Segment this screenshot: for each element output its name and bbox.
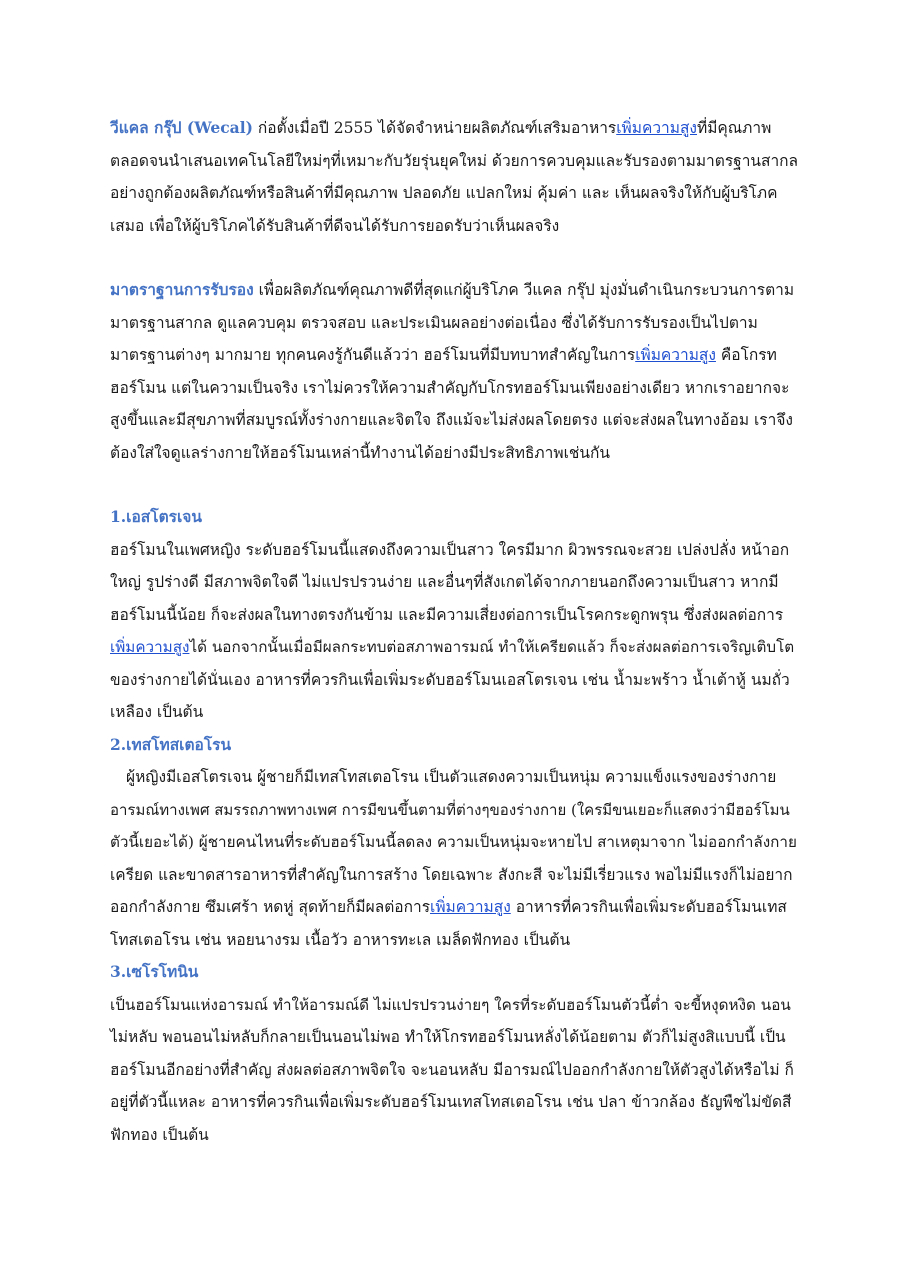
standards-text: เพื่อผลิตภัณฑ์คุณภาพดีที่สุดแก่ผู้บริโภค วีแคล กรุ๊ป มุ่งมั่นดำเนินกระบวนการตาม xyxy=(253,281,795,299)
intro-text: ก่อตั้งเมื่อปี 2555 ได้จัดจำหน่ายผลิตภัณฑ์เสริมอาหาร xyxy=(252,119,617,137)
standards-heading: มาตราฐานการรับรอง xyxy=(110,280,254,299)
serotonin-line-3: ฮอร์โมนอีกอย่างที่สำคัญ ส่งผลต่อสภาพจิตใจ จะนอนหลับ มีอารมณ์ไปออกกำลังกายให้ตัวสูงได้หรือไม่ ก็ xyxy=(110,1060,794,1079)
height-link[interactable]: เพิ่มความสูง xyxy=(110,638,190,656)
intro-line-1 xyxy=(110,112,800,145)
estrogen-line-1: ฮอร์โมนในเพศหญิง ระดับฮอร์โมนนี้แสดงถึงความเป็นสาว ใครมีมาก ผิวพรรณจะสวย เปล่งปลั่ง หน้าอก xyxy=(110,540,790,559)
serotonin-line-1: เป็นฮอร์โมนแห่งอารมณ์ ทำให้อารมณ์ดี ไม่แปรปรวนง่ายๆ ใครที่ระดับฮอร์โมนตัวนี้ต่ำ จะขี้หงุดหงิด นอน xyxy=(110,995,791,1014)
height-link[interactable]: เพิ่มความสูง xyxy=(430,898,511,916)
standards-line-3 xyxy=(110,339,800,372)
estrogen-heading: 1.เอสโตรเจน xyxy=(110,507,202,526)
estrogen-text: ได้ นอกจากนั้นเมื่อมีผลกระทบต่อสภาพอารมณ์ ทำให้เครียดแล้ว ก็จะส่งผลต่อการเจริญเติบโต xyxy=(189,638,795,656)
testosterone-line-6: โทสเตอโรน เช่น หอยนางรม เนื้อวัว อาหารทะเล เมล็ดฟักทอง เป็นต้น xyxy=(110,930,571,949)
estrogen-line-3: ฮอร์โมนนี้น้อย ก็จะส่งผลในทางตรงกันข้าม และมีความเสี่ยงต่อการเป็นโรคกระดูกพรุน ซึ่งส่งผลต่อการ xyxy=(110,605,784,624)
standards-text: มาตรฐานต่างๆ มากมาย ทุกคนคงรู้กันดีแล้วว่า ฮอร์โมนที่มีบทบาทสำคัญในการ xyxy=(110,346,636,364)
testosterone-text: ออกกำลังกาย ซึมเศร้า หดหู่ สุดท้ายก็มีผลต่อการ xyxy=(110,898,431,916)
intro-text: ที่มีคุณภาพ xyxy=(697,119,772,137)
testosterone-line-1: ผู้หญิงมีเอสโตรเจน ผู้ชายก็มีเทสโทสเตอโรน เป็นตัวแสดงความเป็นหนุ่ม ความแข็งแรงของร่างกาย xyxy=(126,768,777,786)
intro-line-3: อย่างถูกต้องผลิตภัณฑ์หรือสินค้าที่มีคุณภาพ ปลอดภัย แปลกใหม่ คุ้มค่า และ เห็นผลจริงให้กับผู้บริโภค xyxy=(110,184,778,202)
spacer xyxy=(110,242,800,274)
intro-line-4: เสมอ เพื่อให้ผู้บริโภคได้รับสินค้าที่ดีจนได้รับการยอดรับว่าเห็นผลจริง xyxy=(110,216,560,235)
document-page xyxy=(110,112,800,1151)
serotonin-line-4: อยู่ที่ตัวนี้แหละ อาหารที่ควรกินเพื่อเพิ่มระดับฮอร์โมนเทสโทสเตอโรน เช่น ปลา ข้าวกล้อง ธัญพืชไม่ขัดสี xyxy=(110,1093,792,1111)
testosterone-line-4: เครียด และขาดสารอาหารที่สำคัญในการสร้าง โดยเฉพาะ สังกะสี จะไม่มีเรี่ยวแรง พอไม่มีแรงก็ไม่อยาก xyxy=(110,865,793,884)
standards-line-6: ต้องใส่ใจดูแลร่างกายให้ฮอร์โมนเหล่านี้ทำงานได้อย่างมีประสิทธิภาพเช่นกัน xyxy=(110,443,610,462)
intro-paragraph xyxy=(110,112,800,242)
intro-line-2: ตลอดจนนำเสนอเทคโนโลยีใหม่ๆที่เหมาะกับวัยรุ่นยุคใหม่ ด้วยการควบคุมและรับรองตามมาตรฐานสากล xyxy=(110,151,799,170)
standards-text: คือโกรท xyxy=(715,346,777,364)
estrogen-line-5: ของร่างกายได้นั่นเอง อาหารที่ควรกินเพื่อเพิ่มระดับฮอร์โมนเอสโตรเจน เช่น น้ำมะพร้าว น้ำเต้าหู้ นมถั่ว xyxy=(110,670,790,689)
serotonin-heading: 3.เซโรโทนิน xyxy=(110,962,199,981)
estrogen-line-2: ใหญ่ รูปร่างดี มีสภาพจิตใจดี ไม่แปรปรวนง่าย และอื่นๆที่สังเกตได้จากภายนอกถึงความเป็นสาว หากมี xyxy=(110,573,779,591)
estrogen-line-6: เหลือง เป็นต้น xyxy=(110,703,204,721)
serotonin-line-2: ไม่หลับ พอนอนไม่หลับก็กลายเป็นนอนไม่พอ ทำให้โกรทฮอร์โมนหลั่งได้น้อยตาม ตัวก็ไม่สูงสิแบบนี้ เป็น xyxy=(110,1028,786,1046)
testosterone-line-5 xyxy=(110,891,800,924)
brand-name: วีแคล กรุ๊ป (Wecal) xyxy=(110,118,253,137)
standards-line-2: มาตรฐานสากล ดูแลควบคุม ตรวจสอบ และประเมินผลอย่างต่อเนื่อง ซึ่งได้รับการรับรองเป็นไปตาม xyxy=(110,313,758,332)
spacer xyxy=(110,469,800,501)
serotonin-paragraph xyxy=(110,989,800,1152)
testosterone-paragraph xyxy=(110,761,800,956)
standards-line-1 xyxy=(110,274,800,307)
estrogen-line-4 xyxy=(110,631,800,664)
testosterone-heading: 2.เทสโทสเตอโรน xyxy=(110,734,232,754)
standards-line-5: สูงขึ้นและมีสุขภาพที่สมบูรณ์ทั้งร่างกายและจิตใจ ถึงแม้จะไม่ส่งผลโดยตรง แต่จะส่งผลในทางอ้อม เราจึง xyxy=(110,411,793,429)
standards-paragraph xyxy=(110,274,800,469)
standards-line-4: ฮอร์โมน แต่ในความเป็นจริง เราไม่ควรให้ความสำคัญกับโกรทฮอร์โมนเพียงอย่างเดียว หากเราอยากจะ xyxy=(110,378,790,397)
height-link[interactable]: เพิ่มความสูง xyxy=(616,119,697,137)
testosterone-line-3: ตัวนี้เยอะได้) ผู้ชายคนไหนที่ระดับฮอร์โมนนี้ลดลง ความเป็นหนุ่มจะหายไป สาเหตุมาจาก ไม่ออกกำลังกาย xyxy=(110,833,797,851)
serotonin-line-5: ฟักทอง เป็นต้น xyxy=(110,1125,209,1144)
height-link[interactable]: เพิ่มความสูง xyxy=(635,346,716,364)
testosterone-line-2: อารมณ์ทางเพศ สมรรถภาพทางเพศ การมีขนขึ้นตามที่ต่างๆของร่างกาย (ใครมีขนเยอะก็แสดงว่ามีฮอร์โมน xyxy=(110,800,790,819)
estrogen-paragraph xyxy=(110,534,800,729)
testosterone-text: อาหารที่ควรกินเพื่อเพิ่มระดับฮอร์โมนเทส xyxy=(510,898,787,916)
